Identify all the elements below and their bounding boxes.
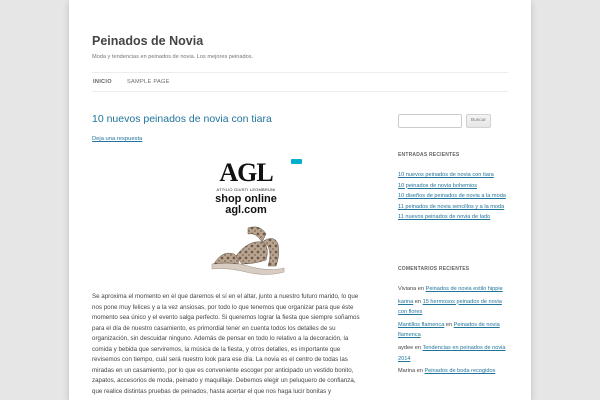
recent-posts-list: [398, 170, 508, 223]
ad-brand-logo: AGL: [219, 158, 273, 187]
comment-separator: en: [413, 298, 423, 305]
list-item: [398, 284, 508, 295]
list-item: [398, 297, 508, 318]
nav-item-inicio[interactable]: INICIO: [93, 79, 112, 85]
comment-post-link[interactable]: Peinados de boda recogidos: [424, 368, 496, 375]
comment-author: Viviana: [398, 286, 417, 292]
list-item: [398, 170, 508, 181]
sandal-image: [208, 220, 288, 278]
list-item: [398, 181, 508, 192]
list-item: [398, 202, 508, 213]
ad-brand-subtitle: ATTILIO GIUSTI LEOMBRUNI: [216, 187, 276, 192]
list-item: [398, 191, 508, 202]
recent-post-link[interactable]: 11 nuevos peinados de novia de lado: [398, 214, 491, 221]
list-item: [398, 212, 508, 223]
comment-separator: en: [416, 286, 426, 292]
comment-separator: en: [413, 344, 423, 351]
comment-separator: en: [415, 368, 425, 375]
nav-item-sample-page[interactable]: SAMPLE PAGE: [127, 79, 170, 85]
recent-post-link[interactable]: 10 nuevos peinados de novia con tiara: [398, 172, 494, 178]
list-item: [398, 320, 508, 341]
site-title[interactable]: Peinados de Novia: [92, 34, 204, 48]
comment-post-link[interactable]: 15 hermosos peinados de novia con flores: [398, 298, 502, 316]
comment-author: aydee: [398, 344, 414, 351]
recent-post-link[interactable]: 10 diseños de peinados de novia a la moda: [398, 193, 506, 200]
recent-comments-list: [398, 284, 508, 379]
ad-domain: agl.com: [225, 204, 267, 216]
list-item: [398, 366, 508, 377]
main-navigation: [92, 72, 508, 92]
advertisement-banner[interactable]: [190, 158, 302, 280]
comment-post-link[interactable]: Peinados de novia estilo hippie: [425, 286, 503, 292]
comment-author-link[interactable]: karina: [398, 298, 414, 305]
comment-author: Marina: [398, 368, 416, 375]
recent-post-link[interactable]: 10 peinados de novia bohemios: [398, 182, 477, 189]
page-container: [69, 0, 531, 400]
recent-posts-heading: ENTRADAS RECIENTES: [398, 152, 460, 158]
recent-post-link[interactable]: 11 peinados de novia sencillos y a la moda: [398, 203, 505, 210]
comment-post-link[interactable]: Tendencias en peinados de novia 2014: [398, 344, 506, 362]
site-description: Moda y tendencias en peinados de novia. Los mejores peinados.: [92, 54, 254, 60]
ad-headline: shop online: [215, 193, 277, 205]
comment-separator: en: [444, 321, 454, 328]
search-input[interactable]: [398, 114, 462, 128]
recent-comments-heading: COMENTARIOS RECIENTES: [398, 266, 470, 272]
comment-post-link[interactable]: Peinados de novia flamenca: [398, 321, 500, 339]
search-button[interactable]: Buscar: [466, 114, 491, 128]
list-item: [398, 343, 508, 364]
reply-link[interactable]: Deja una respuesta: [92, 136, 143, 142]
post-content: Se aproxima el momento en el que daremos el sí en el altar, junto a nuestro futuro marido, lo que nos pone muy felices y a la vez ansiosas, por todo lo que tenemos que organizar para que éste momento sea único y el evento salga perfecto. Si queremos lograr la fiesta que siempre soñamos para el día de nuestro casamiento, es primordial tener en cuenta todos los detalles de su organización, sin descuidar ninguno. Además de pensar en todo lo relativo a la decoración, la comida y bebida que serviremos, la música de la fiesta, y otros detalles, es importante que revisemos con tiempo, cuál será nuestro look para ese día. La novia es el centro de todas las miradas en un casamiento, por lo que es conveniente escoger por anticipado un vestido bonito, zapatos, accesorios de moda, peinado y maquillaje. Debemos elegir un peluquero de confianza, que realice distintas pruebas de peinados, hasta acertar el que nos haga lucir bonitas y: [92, 293, 360, 395]
comment-author-link[interactable]: Mantillos flamenca: [398, 321, 445, 328]
post-title[interactable]: 10 nuevos peinados de novia con tiara: [92, 113, 272, 125]
